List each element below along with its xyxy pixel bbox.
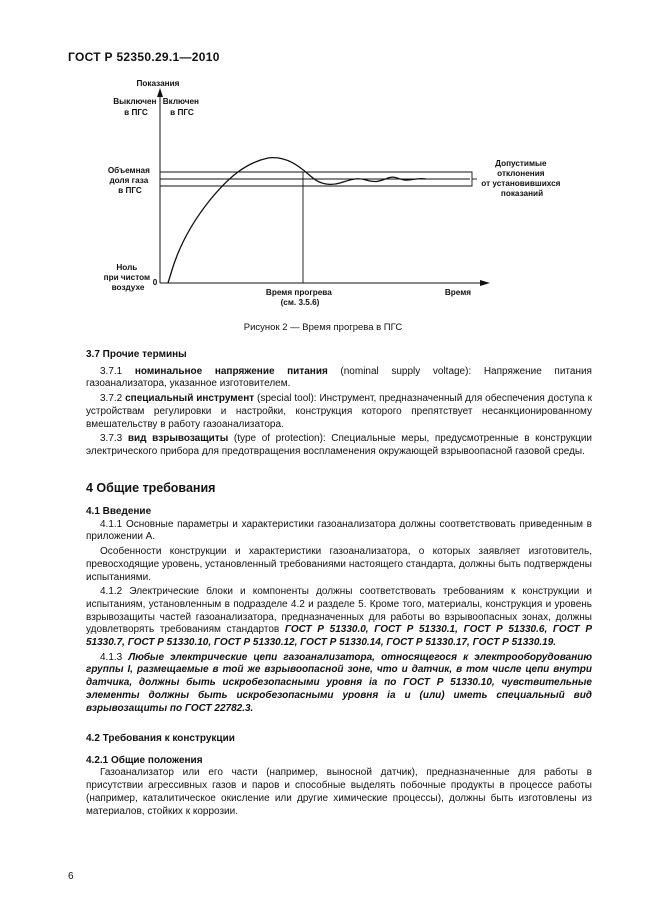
response-curve bbox=[168, 158, 426, 283]
para-3-7-3 bbox=[86, 433, 592, 458]
p372-num: 3.7.2 bbox=[100, 393, 126, 405]
warmup-l1: Время прогрева bbox=[265, 288, 332, 297]
section-3-7-title: 3.7 Прочие термины bbox=[86, 349, 187, 360]
p373-text: (type of protection): Специальные меры, предусмотренные в конструкции электрического прибора для предотвращения воспламенения окружающей взрывоопасной газовой среды. bbox=[86, 433, 592, 457]
document-header: ГОСТ Р 52350.29.1—2010 bbox=[68, 50, 220, 64]
para-4-2-1: Газоанализатор или его части (например, выносной датчик), предназначенные для работы в присутствии агрессивных газов и паров и способные выделять побочные продукты в процессе работы (например, каталитическое окисление или другие химические процессы), должны быть изготовлены из материалов, стойких к коррозии. bbox=[86, 767, 592, 817]
label-volume-l1: Объемная bbox=[107, 166, 150, 175]
label-off-l1: Выключен bbox=[113, 97, 157, 106]
para-4-1-1b: Особенности конструкции и характеристики газоанализатора, о которых заявляет изготовитель, превосходящие уровень, установленный требованиями настоящего стандарта, должны быть подтверждены испытаниями. bbox=[86, 546, 592, 583]
figure-caption: Рисунок 2 — Время прогрева в ПГС bbox=[243, 322, 403, 333]
label-volume bbox=[108, 165, 152, 195]
section-4-2-title: 4.2 Требования к конструкции bbox=[86, 733, 235, 744]
label-on bbox=[163, 97, 202, 117]
p373-num: 3.7.3 bbox=[100, 433, 128, 445]
para-4-1-1: 4.1.1 Основные параметры и характеристики газоанализатора должны соответствовать приведенным в приложении А. bbox=[86, 518, 592, 543]
para-4-1-2 bbox=[86, 586, 592, 650]
tolerance-l1: Допустимые bbox=[495, 159, 547, 168]
label-zero-l3: воздухе bbox=[111, 283, 145, 292]
section-4-2-1-title: 4.2.1 Общие положения bbox=[86, 754, 203, 766]
p372-term: специальный инструмент bbox=[125, 393, 255, 405]
tolerance-l2: отклонения bbox=[497, 169, 545, 178]
label-zero bbox=[104, 263, 153, 292]
warmup-label bbox=[266, 288, 334, 307]
y-axis-title: Показания bbox=[136, 79, 180, 88]
warmup-l2: (см. 3.5.6) bbox=[280, 298, 320, 307]
p373-term: вид взрывозащиты bbox=[127, 433, 229, 445]
section-3-7 bbox=[86, 349, 592, 459]
tolerance-l4: показаний bbox=[500, 189, 544, 198]
p371-term: номинальное напряжение питания bbox=[134, 365, 328, 377]
y-axis-arrow bbox=[157, 88, 163, 97]
warmup-figure bbox=[0, 0, 646, 320]
p412-refs: ГОСТ Р 51330.0, ГОСТ Р 51330.1, ГОСТ Р 51330.6, ГОСТ Р 51330.7, ГОСТ Р 51330.10, ГОСТ Р 51330.12, ГОСТ Р 51330.14, ГОСТ Р 51330.17, ГОСТ Р 51330.19. bbox=[86, 624, 592, 649]
p371-text: (nominal supply voltage): Напряжение питания газоанализатора, указанное изготовителем. bbox=[86, 365, 592, 390]
p412-text: 4.1.2 Электрические блоки и компоненты должны соответствовать требованиям к конструкции и испытаниям, установленным в подразделе 4.2 и разделе 5. Кроме того, материалы, конструкция и уровень взрывозащиты частей газоанализатора, предназначенных для работы во взрывоопасных зонах, должны удовлетворять требованиям стандартов bbox=[86, 586, 592, 636]
label-off bbox=[113, 97, 159, 117]
x-axis-title: Время bbox=[444, 288, 472, 297]
p371-num: 3.7.1 bbox=[100, 365, 135, 377]
page-number: 6 bbox=[68, 871, 74, 882]
para-4-1-3 bbox=[86, 652, 592, 716]
label-on-l1: Включен bbox=[162, 97, 199, 106]
para-3-7-1 bbox=[86, 366, 592, 391]
p372-text: (special tool): Инструмент, предназначенный для обеспечения доступа к устройствам регулировки и настройки, конструкция которого препятствует несанкционированному вмешательству в работу газоанализатора. bbox=[86, 393, 592, 430]
tolerance-l3: от установившихся bbox=[481, 179, 561, 188]
label-zero-l2: при чистом bbox=[103, 273, 151, 282]
zero-value: 0 bbox=[152, 278, 158, 287]
label-off-l2: в ПГС bbox=[124, 108, 148, 117]
p413-text: Любые электрические цепи газоанализатора, относящегося к электрооборудованию группы I, размещаемые в той же взрывоопасной зоне, что и датчик, в том числе цепи внутри датчика, должны быть искробезопасными уровня ia по ГОСТ Р 51330.10, чувствительные элементы должны быть искробезопасными уровня ia и (или) иметь специальный вид взрывозащиты по ГОСТ 22782.3. bbox=[86, 651, 592, 714]
label-volume-l3: в ПГС bbox=[118, 186, 142, 195]
label-zero-l1: Ноль bbox=[116, 263, 138, 272]
tolerance-label bbox=[481, 159, 562, 198]
section-4-title: 4 Общие требования bbox=[86, 481, 216, 495]
label-on-l2: в ПГС bbox=[170, 108, 194, 117]
x-axis-arrow bbox=[480, 280, 490, 286]
label-volume-l2: доля газа bbox=[109, 176, 149, 185]
para-3-7-2 bbox=[86, 393, 592, 431]
section-4-1 bbox=[86, 506, 592, 715]
p413-num: 4.1.3 bbox=[100, 651, 129, 663]
section-4-2 bbox=[86, 733, 592, 818]
section-4-1-title: 4.1 Введение bbox=[86, 506, 152, 517]
